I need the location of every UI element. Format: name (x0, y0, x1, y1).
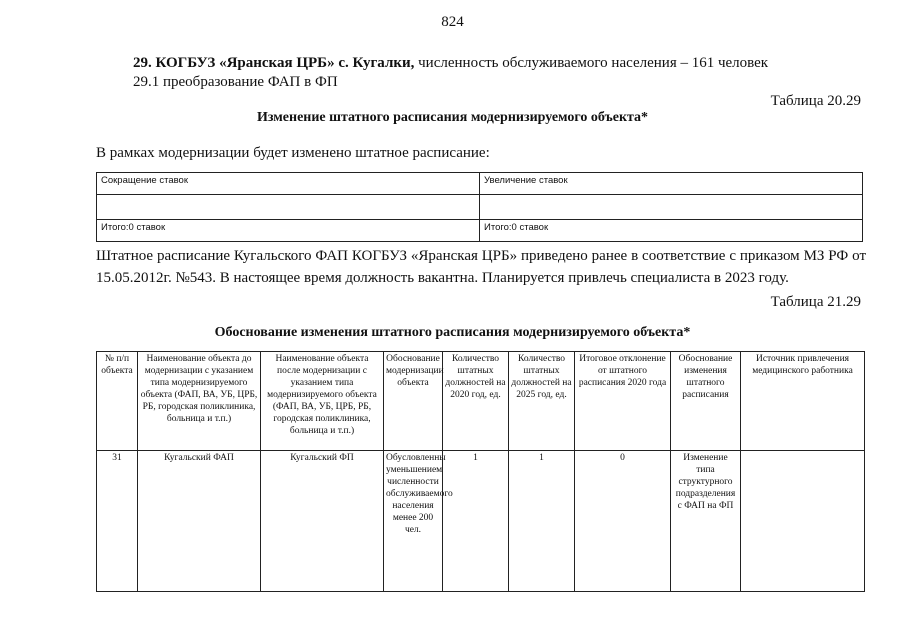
col-header-change-rationale: Обоснование изменения штатного расписания (671, 352, 741, 451)
col-header-number: № п/п объекта (97, 352, 138, 451)
col-header-staff-2025: Количество штатных должностей на 2025 год, ед. (509, 352, 575, 451)
section-heading-rest: численность обслуживаемого населения – 161 человек (414, 55, 769, 71)
table1-title: Изменение штатного расписания модернизируемого объекта* (256, 110, 649, 125)
cell-staff-2025: 1 (509, 451, 575, 592)
col-header-name-before: Наименование объекта до модернизации с указанием типа модернизируемого объекта (ФАП, ВА, УБ, ЦРБ, РБ, городская поликлиника, больница и т.п.) (138, 352, 261, 451)
cell-name-before: Кугальский ФАП (138, 451, 261, 592)
table1-intro: В рамках модернизации будет изменено штатное расписание: (96, 145, 490, 161)
cell-source (741, 451, 865, 592)
table2-label: Таблица 21.29 (770, 294, 861, 310)
cell-staff-2020: 1 (443, 451, 509, 592)
table1-label: Таблица 20.29 (770, 93, 861, 109)
col-header-name-after: Наименование объекта после модернизации с указанием типа модернизируемого объекта (ФАП, ВА, УБ, ЦРБ, РБ, городская поликлиника, больница и т.п.) (261, 352, 384, 451)
section-heading (133, 55, 768, 72)
col-header-source: Источник привлечения медицинского работника (741, 352, 865, 451)
staffing-paragraph: Штатное расписание Кугальского ФАП КОГБУЗ «Яранская ЦРБ» приведено ранее в соответствие с приказом МЗ РФ от 15.05.2012г. №543. В настоящее время должность вакантна. Планируется привлечь специалиста в 2023 году. (96, 248, 866, 286)
justification-table (96, 351, 865, 592)
cell-deviation: 0 (575, 451, 671, 592)
increase-header: Увеличение ставок (480, 173, 863, 195)
table2-title: Обоснование изменения штатного расписания модернизируемого объекта* (214, 325, 691, 340)
col-header-deviation: Итоговое отклонение от штатного расписания 2020 года (575, 352, 671, 451)
table-header-row (97, 352, 865, 451)
col-header-staff-2020: Количество штатных должностей на 2020 год, ед. (443, 352, 509, 451)
increase-empty-cell (480, 195, 863, 220)
subsection-heading: 29.1 преобразование ФАП в ФП (133, 74, 338, 90)
staffing-change-table (96, 172, 863, 242)
cell-change-rationale: Изменение типа структурного подразделения с ФАП на ФП (671, 451, 741, 592)
section-heading-bold: 29. КОГБУЗ «Яранская ЦРБ» с. Кугалки, (133, 55, 415, 71)
reduction-empty-cell (97, 195, 480, 220)
reduction-header: Сокращение ставок (97, 173, 480, 195)
page-number: 824 (441, 14, 464, 30)
cell-number: 31 (97, 451, 138, 592)
cell-name-after: Кугальский ФП (261, 451, 384, 592)
reduction-total: Итого:0 ставок (97, 220, 480, 242)
col-header-rationale: Обоснование модернизации объекта (384, 352, 443, 451)
table-row (97, 451, 865, 592)
increase-total: Итого:0 ставок (480, 220, 863, 242)
cell-rationale: Обусловленны уменьшением численности обслуживаемого населения менее 200 чел. (384, 451, 443, 592)
